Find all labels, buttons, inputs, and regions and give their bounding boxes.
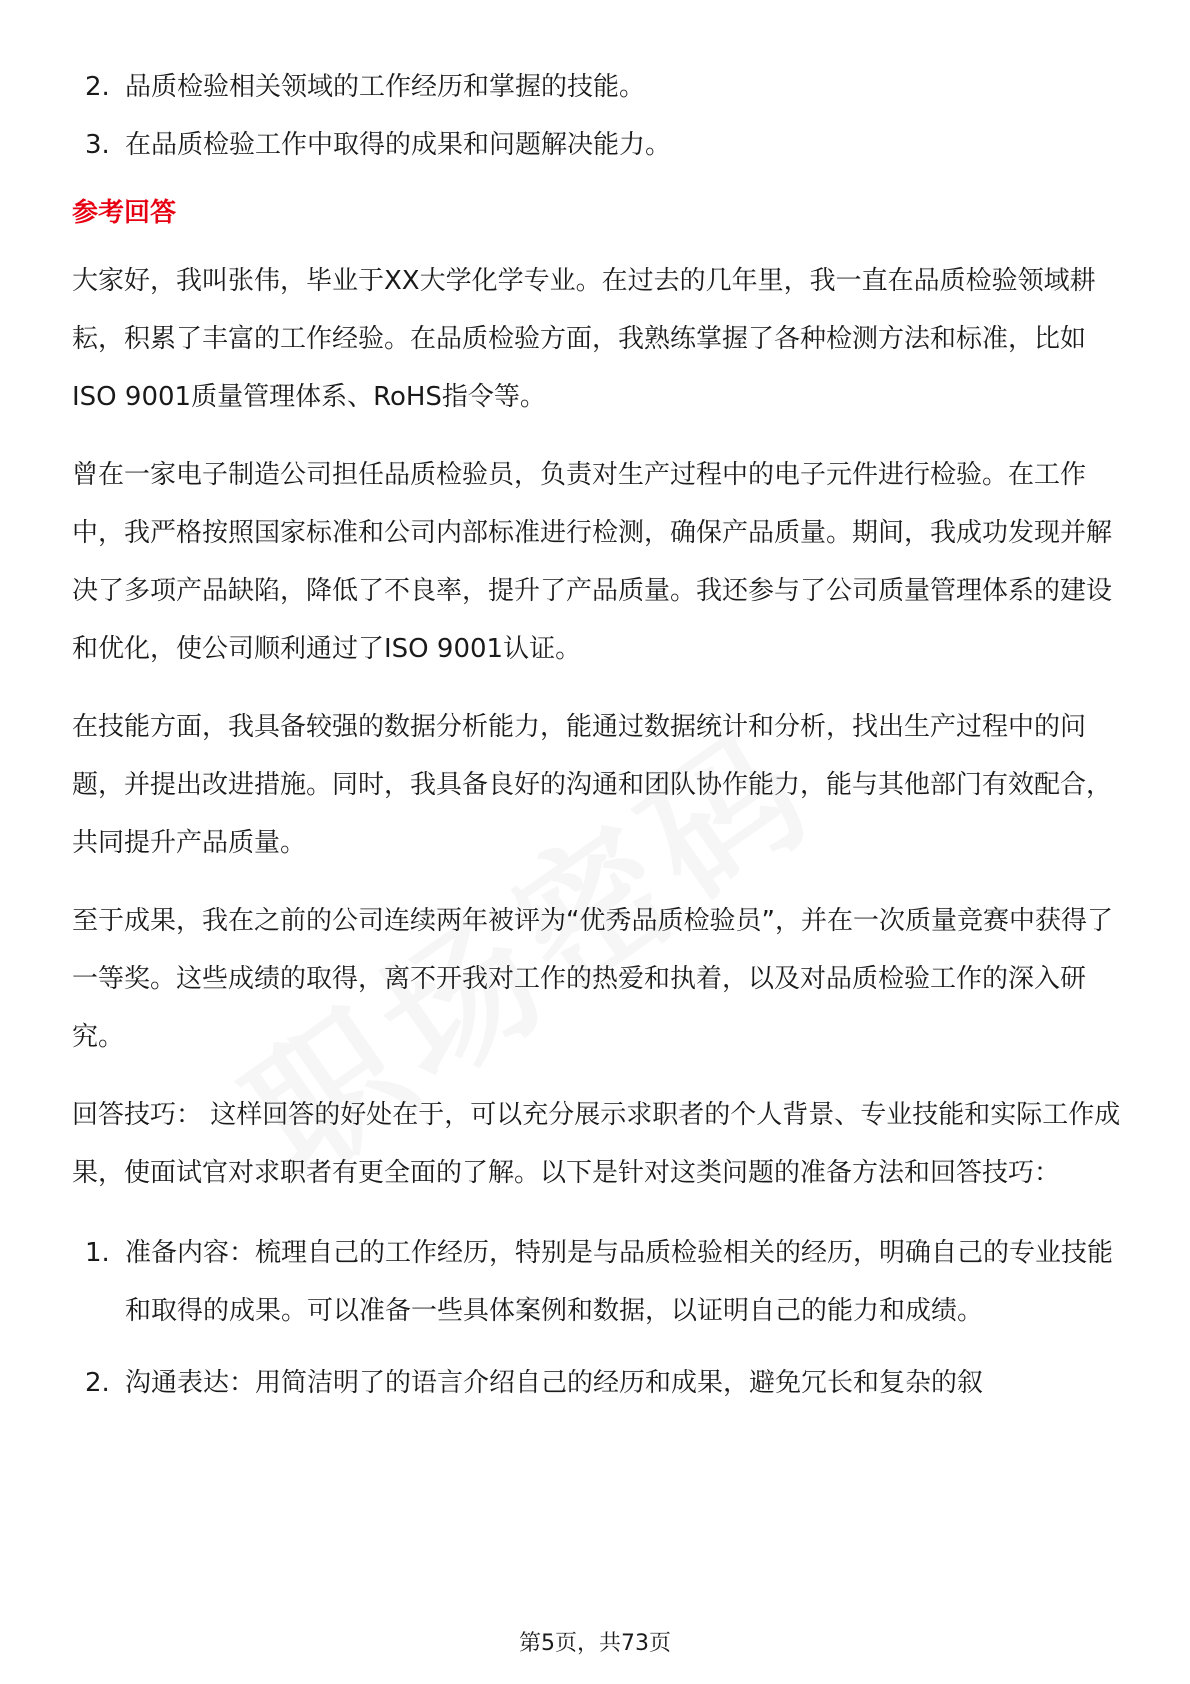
list-item-number: 2.: [85, 72, 110, 102]
list-item: [72, 116, 1122, 174]
list-item: [72, 1354, 1122, 1412]
page-content: [72, 58, 1122, 1426]
paragraph: 大家好，我叫张伟，毕业于XX大学化学专业。在过去的几年里，我一直在品质检验领域耕耘，积累了丰富的工作经验。在品质检验方面，我熟练掌握了各种检测方法和标准，比如ISO 9001质量管理体系、RoHS指令等。: [72, 266, 1096, 412]
paragraph: 在技能方面，我具备较强的数据分析能力，能通过数据统计和分析，找出生产过程中的问题，并提出改进措施。同时，我具备良好的沟通和团队协作能力，能与其他部门有效配合，共同提升产品质量。: [72, 712, 1113, 858]
list-item-text: 在品质检验工作中取得的成果和问题解决能力。: [125, 130, 672, 160]
list-item-text: 沟通表达：用简洁明了的语言介绍自己的经历和成果，避免冗长和复杂的叙: [125, 1368, 984, 1398]
page-number-footer: 第5页，共73页: [519, 1631, 671, 1656]
list-item: [72, 1224, 1122, 1340]
paragraph: 曾在一家电子制造公司担任品质检验员，负责对生产过程中的电子元件进行检验。在工作中，我严格按照国家标准和公司内部标准进行检测，确保产品质量。期间，我成功发现并解决了多项产品缺陷，降低了不良率，提升了产品质量。我还参与了公司质量管理体系的建设和优化，使公司顺利通过了ISO 9001认证。: [72, 460, 1113, 664]
section-heading: 参考回答: [72, 198, 177, 228]
list-item-text: 准备内容：梳理自己的工作经历，特别是与品质检验相关的经历，明确自己的专业技能和取得的成果。可以准备一些具体案例和数据，以证明自己的能力和成绩。: [125, 1238, 1114, 1326]
bottom-numbered-list: [72, 1224, 1122, 1412]
paragraph: 至于成果，我在之前的公司连续两年被评为“优秀品质检验员”，并在一次质量竞赛中获得了一等奖。这些成绩的取得，离不开我对工作的热爱和执着，以及对品质检验工作的深入研究。: [72, 906, 1113, 1052]
paragraph: 回答技巧： 这样回答的好处在于，可以充分展示求职者的个人背景、专业技能和实际工作成果，使面试官对求职者有更全面的了解。以下是针对这类问题的准备方法和回答技巧：: [72, 1100, 1121, 1188]
list-item: [72, 58, 1122, 116]
list-item-number: 2.: [85, 1368, 110, 1398]
top-numbered-list: [72, 58, 1122, 174]
list-item-text: 品质检验相关领域的工作经历和掌握的技能。: [125, 72, 646, 102]
list-item-number: 1.: [85, 1238, 110, 1268]
list-item-number: 3.: [85, 130, 110, 160]
